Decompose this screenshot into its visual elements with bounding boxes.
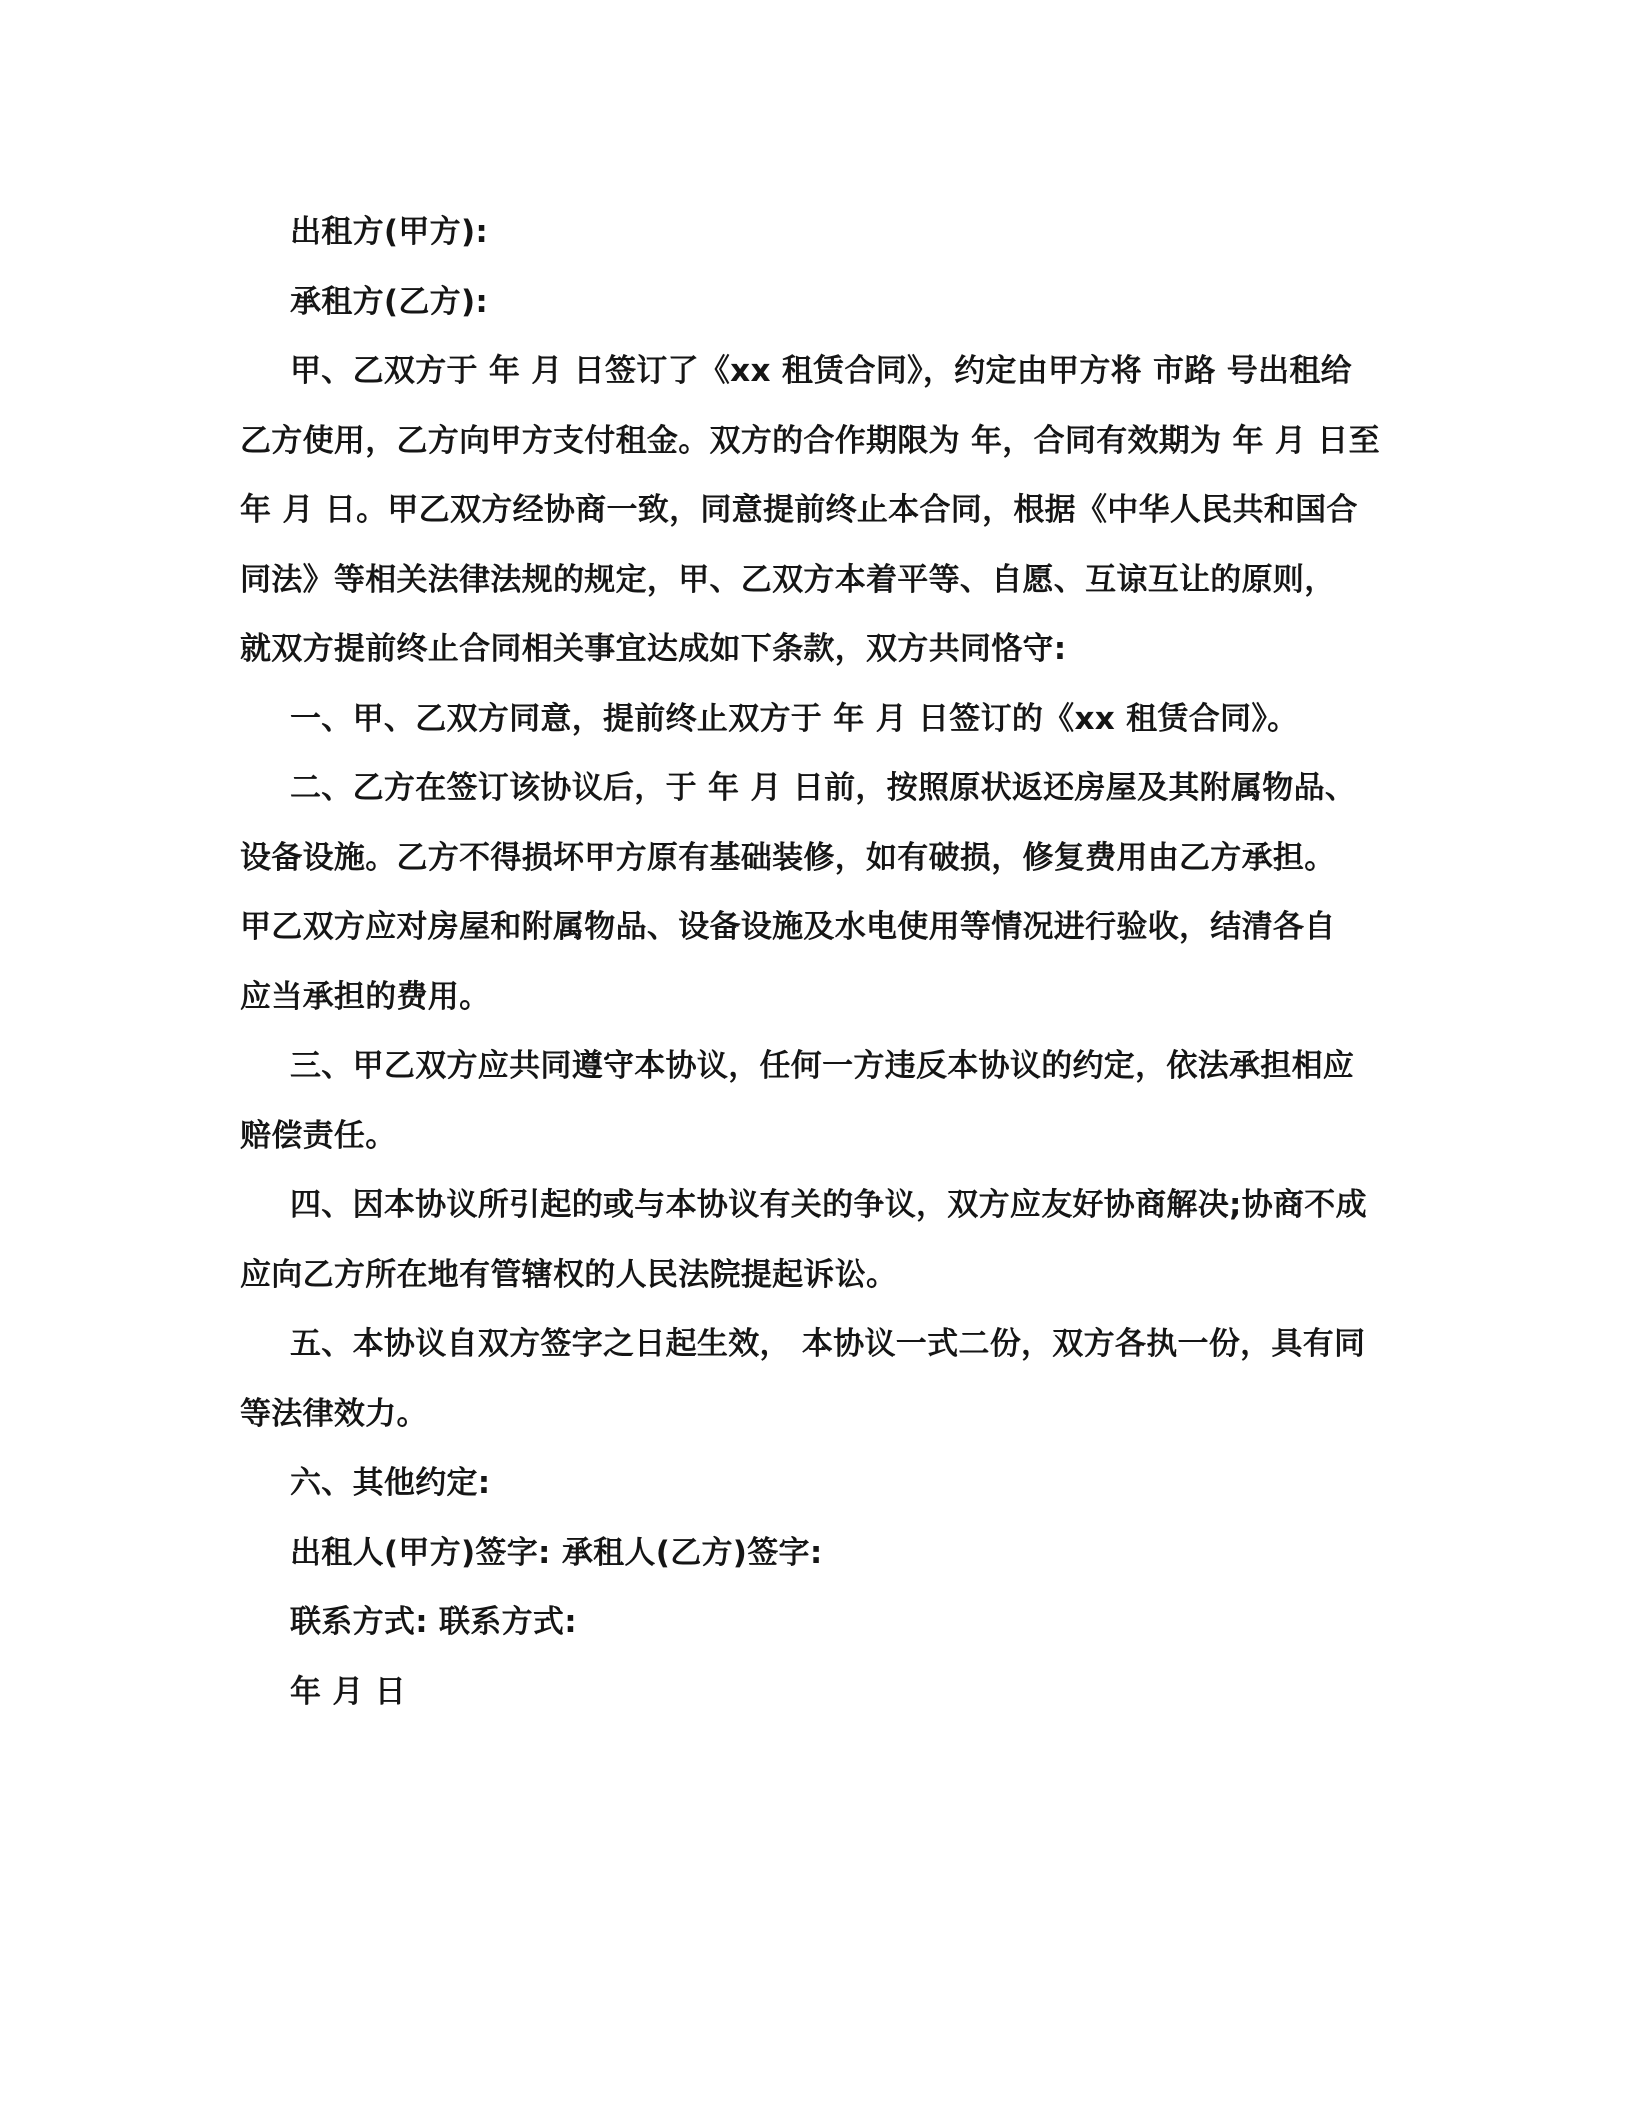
clause-5-line: 等法律效力。 xyxy=(240,1395,428,1432)
clause-6: 六、其他约定: xyxy=(290,1465,491,1501)
clause-1-line: 一、甲、乙双方同意，提前终止双方于 年 月 日签订的《xx 租赁合同》。 xyxy=(290,700,1299,737)
intro-line: 年 月 日。甲乙双方经协商一致，同意提前终止本合同，根据《中华人民共和国合 xyxy=(240,492,1358,528)
contact-line: 联系方式: 联系方式: xyxy=(290,1604,577,1640)
intro-paragraph xyxy=(240,337,1390,685)
clause-2-line: 设备设施。乙方不得损坏甲方原有基础装修，如有破损，修复费用由乙方承担。 xyxy=(240,839,1336,876)
clause-4 xyxy=(240,1171,1390,1310)
clause-1 xyxy=(240,685,1390,755)
lessee-line: 承租方(乙方): xyxy=(290,283,489,320)
agreement-page xyxy=(240,198,1390,1727)
intro-line: 同法》等相关法律法规的规定，甲、乙双方本着平等、自愿、互谅互让的原则， xyxy=(240,561,1336,598)
clause-4-line: 四、因本协议所引起的或与本协议有关的争议，双方应友好协商解决;协商不成 xyxy=(290,1187,1367,1223)
clause-2-line: 甲乙双方应对房屋和附属物品、设备设施及水电使用等情况进行验收，结清各自 xyxy=(240,909,1336,945)
clause-3-line: 三、甲乙双方应共同遵守本协议，任何一方违反本协议的约定，依法承担相应 xyxy=(290,1048,1355,1084)
clause-3-line: 赔偿责任。 xyxy=(240,1117,397,1154)
intro-line: 甲、乙双方于 年 月 日签订了《xx 租赁合同》，约定由甲方将 市路 号出租给 xyxy=(290,353,1352,389)
lessor-line: 出租方(甲方): xyxy=(290,214,489,250)
intro-line: 就双方提前终止合同相关事宜达成如下条款，双方共同恪守: xyxy=(240,631,1067,667)
signature-line: 出租人(甲方)签字: 承租人(乙方)签字: xyxy=(290,1534,823,1571)
clause-3 xyxy=(240,1032,1390,1171)
date-line: 年 月 日 xyxy=(290,1673,407,1710)
clause-4-line: 应向乙方所在地有管辖权的人民法院提起诉讼。 xyxy=(240,1256,898,1293)
clause-2-line: 应当承担的费用。 xyxy=(240,978,491,1015)
clause-5 xyxy=(240,1310,1390,1449)
clause-5-line: 五、本协议自双方签字之日起生效， 本协议一式二份，双方各执一份，具有同 xyxy=(290,1326,1366,1362)
clause-2 xyxy=(240,754,1390,1032)
intro-line: 乙方使用，乙方向甲方支付租金。双方的合作期限为 年，合同有效期为 年 月 日至 xyxy=(240,422,1380,459)
clause-2-line: 二、乙方在签订该协议后，于 年 月 日前，按照原状返还房屋及其附属物品、 xyxy=(290,770,1357,806)
